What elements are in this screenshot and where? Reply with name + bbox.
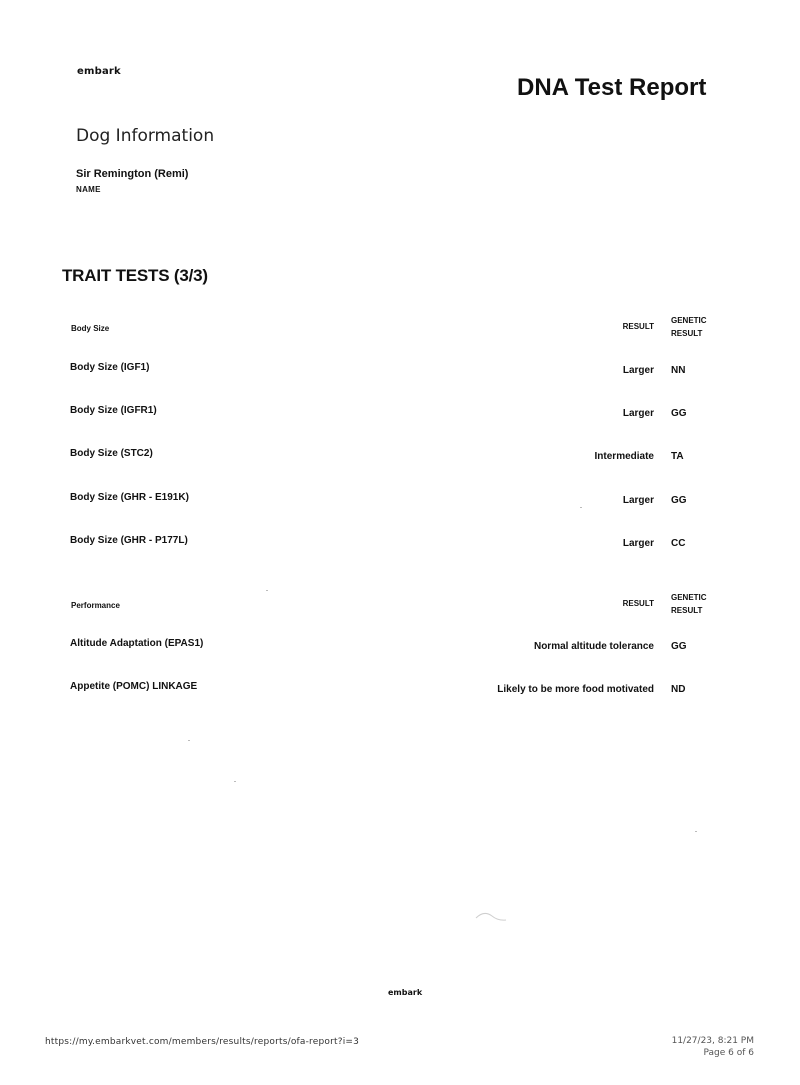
trait-name: Body Size (IGF1) (70, 362, 150, 373)
trait-result: Larger (622, 538, 654, 549)
footer-embark-logo: embark (388, 988, 423, 997)
trait-name: Body Size (STC2) (70, 448, 153, 459)
genetic-header-line1: GENETIC (671, 593, 707, 602)
scan-speck (580, 507, 582, 508)
trait-name: Body Size (GHR - E191K) (70, 492, 189, 503)
genetic-header-line1: GENETIC (671, 316, 707, 325)
scan-speck (234, 781, 236, 782)
trait-genetic-result: GG (671, 495, 687, 506)
trait-tests-heading: TRAIT TESTS (3/3) (62, 266, 208, 285)
genetic-header-line2: RESULT (671, 606, 703, 615)
trait-genetic-result: GG (671, 641, 687, 652)
trait-name: Appetite (POMC) LINKAGE (70, 681, 198, 692)
trait-result: Larger (622, 495, 654, 506)
group-label: Body Size (71, 324, 110, 333)
trait-result: Normal altitude tolerance (533, 641, 654, 652)
trait-genetic-result: NN (671, 365, 686, 376)
scan-speck (695, 831, 697, 832)
trait-result: Intermediate (594, 451, 654, 462)
trait-genetic-result: TA (671, 451, 684, 462)
footer-meta (634, 1035, 754, 1059)
dog-name-caption: NAME (76, 185, 101, 194)
scan-speck (266, 590, 268, 591)
footer-page-number: Page 6 of 6 (703, 1048, 754, 1058)
genetic-result-column-header (671, 314, 731, 340)
result-column-header: RESULT (622, 599, 654, 608)
trait-result: Larger (622, 365, 654, 376)
trait-name: Body Size (GHR - P177L) (70, 535, 188, 546)
dog-name-value: Sir Remington (Remi) (76, 168, 189, 180)
scan-speck (188, 740, 190, 741)
dog-information-title: Dog Information (76, 126, 215, 146)
group-label: Performance (71, 601, 120, 610)
trait-name: Body Size (IGFR1) (70, 405, 157, 416)
result-column-header: RESULT (622, 322, 654, 331)
embark-logo: embark (77, 66, 121, 77)
trait-name: Altitude Adaptation (EPAS1) (70, 638, 204, 649)
genetic-result-column-header (671, 591, 731, 617)
trait-result: Larger (622, 408, 654, 419)
report-title: DNA Test Report (517, 74, 707, 101)
scan-mark (472, 908, 512, 924)
genetic-header-line2: RESULT (671, 329, 703, 338)
trait-genetic-result: ND (671, 684, 686, 695)
footer-datetime: 11/27/23, 8:21 PM (671, 1036, 754, 1046)
trait-genetic-result: CC (671, 538, 686, 549)
trait-result: Likely to be more food motivated (497, 684, 654, 695)
footer-url: https://my.embarkvet.com/members/results/reports/ofa-report?i=3 (45, 1037, 360, 1047)
trait-genetic-result: GG (671, 408, 687, 419)
